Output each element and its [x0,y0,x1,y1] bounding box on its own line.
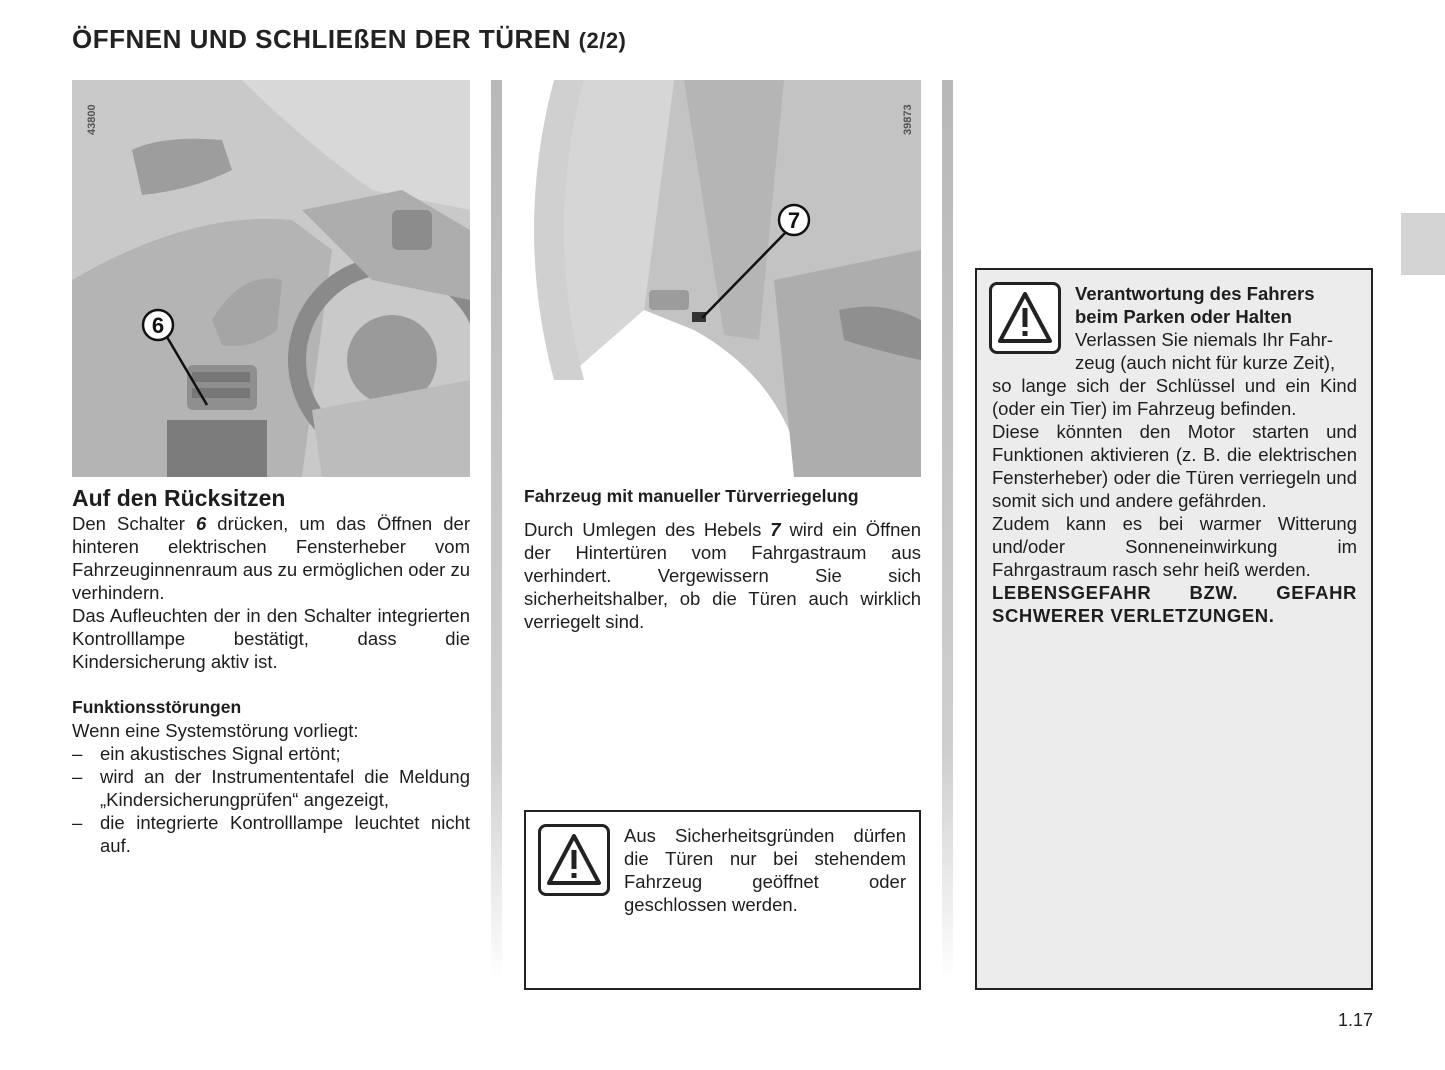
list-item [72,765,470,811]
malfunction-heading: Funktionsstörungen [72,697,242,717]
callout-7: 7 [787,208,801,233]
section-heading-rear-seats: Auf den Rücksitzen [72,485,286,511]
dash: – [72,812,83,833]
warning-box-safety [524,810,921,990]
list-item-text: wird an der Instrumententafel die Meldung „Kindersicherungprüfen“ angezeigt, [100,766,470,810]
warning-header-driver [1075,282,1357,374]
warning-text-safety: Aus Sicherheitsgründen dürfen die Türen nur bei stehendem Fahrzeug geöffnet oder geschlossen werden. [624,825,906,915]
left-column-text [72,485,470,857]
interior-door-photo [72,80,470,477]
warning-box-driver-responsibility [975,268,1373,990]
paragraph-switch [72,512,470,604]
callout-6: 6 [151,313,165,338]
list-item-text: ein akustisches Signal ertönt; [100,743,341,764]
page-title-suffix: (2/2) [578,28,627,53]
dash: – [72,766,83,787]
figure-id-middle: 39873 [902,104,914,135]
section-heading-manual-lock: Fahrzeug mit manueller Türverriegelung [524,486,859,506]
page-title [72,24,626,55]
warning-title-line-2: beim Parken oder Halten [1075,306,1292,327]
warning-title-line-1: Verantwortung des Fahrers [1075,283,1315,304]
warning-body-driver [992,374,1357,627]
warning-triangle-icon [989,282,1061,354]
interior-door-illustration [72,80,470,477]
figure-id-left: 43800 [86,104,98,135]
list-item [72,742,470,765]
list-item-text: die integrierte Kontrolllampe leuchtet nicht auf. [100,812,470,856]
warning-line-2: zeug (auch nicht für kurze Zeit), [1075,352,1336,373]
column-divider-left [491,80,502,980]
paragraph-lever [524,518,921,633]
warning-line-1: Verlassen Sie niemals Ihr Fahr- [1075,329,1334,350]
page-title-main: ÖFFNEN UND SCHLIEßEN DER TÜREN [72,24,571,54]
page-number: 1.17 [1337,1010,1373,1030]
warning-body-1: so lange sich der Schlüssel und ein Kind (oder ein Tier) im Fahrzeug befinden. [992,375,1357,419]
middle-column-text [524,485,921,633]
ref-number: 7 [770,519,781,540]
warning-danger-caps: LEBENSGEFAHR BZW. GEFAHR SCHWERER VERLETZUNGEN. [992,582,1357,626]
list-item [72,811,470,857]
dash: – [72,743,83,764]
malfunction-list [72,742,470,857]
warning-triangle-icon [538,824,610,896]
text-span: wird ein Öffnen der Hintertüren vom Fahrgastraum aus verhindert. Vergewissern Sie sich sicherheitshalber, ob die Türen auch wirklich verriegelt sind. [524,519,921,632]
door-lever-photo [524,80,921,477]
column-divider-right [942,80,953,980]
warning-body-3: Zudem kann es bei warmer Witterung und/oder Sonneneinwirkung im Fahrgastraum rasch sehr heiß werden. [992,513,1357,580]
chapter-thumb-tab [1401,213,1445,275]
paragraph-indicator: Das Aufleuchten der in den Schalter integrierten Kontrolllampe bestätigt, dass die Kindersicherung aktiv ist. [72,605,470,672]
text-span: drücken, um das Öffnen der hinteren elektrischen Fensterheber vom Fahrzeuginnenraum aus zu ermöglichen oder zu verhindern. [72,513,470,603]
door-lever-illustration [524,80,921,477]
text-span: Durch Umlegen des Hebels [524,519,771,540]
warning-body-2: Diese könnten den Motor starten und Funktionen aktivieren (z. B. die elektrischen Fensterheber) oder die Türen verriegeln und somit sich und andere gefährden. [992,421,1357,511]
malfunction-intro: Wenn eine Systemstörung vorliegt: [72,720,359,741]
text-span: Den Schalter [72,513,196,534]
ref-number: 6 [195,513,207,534]
